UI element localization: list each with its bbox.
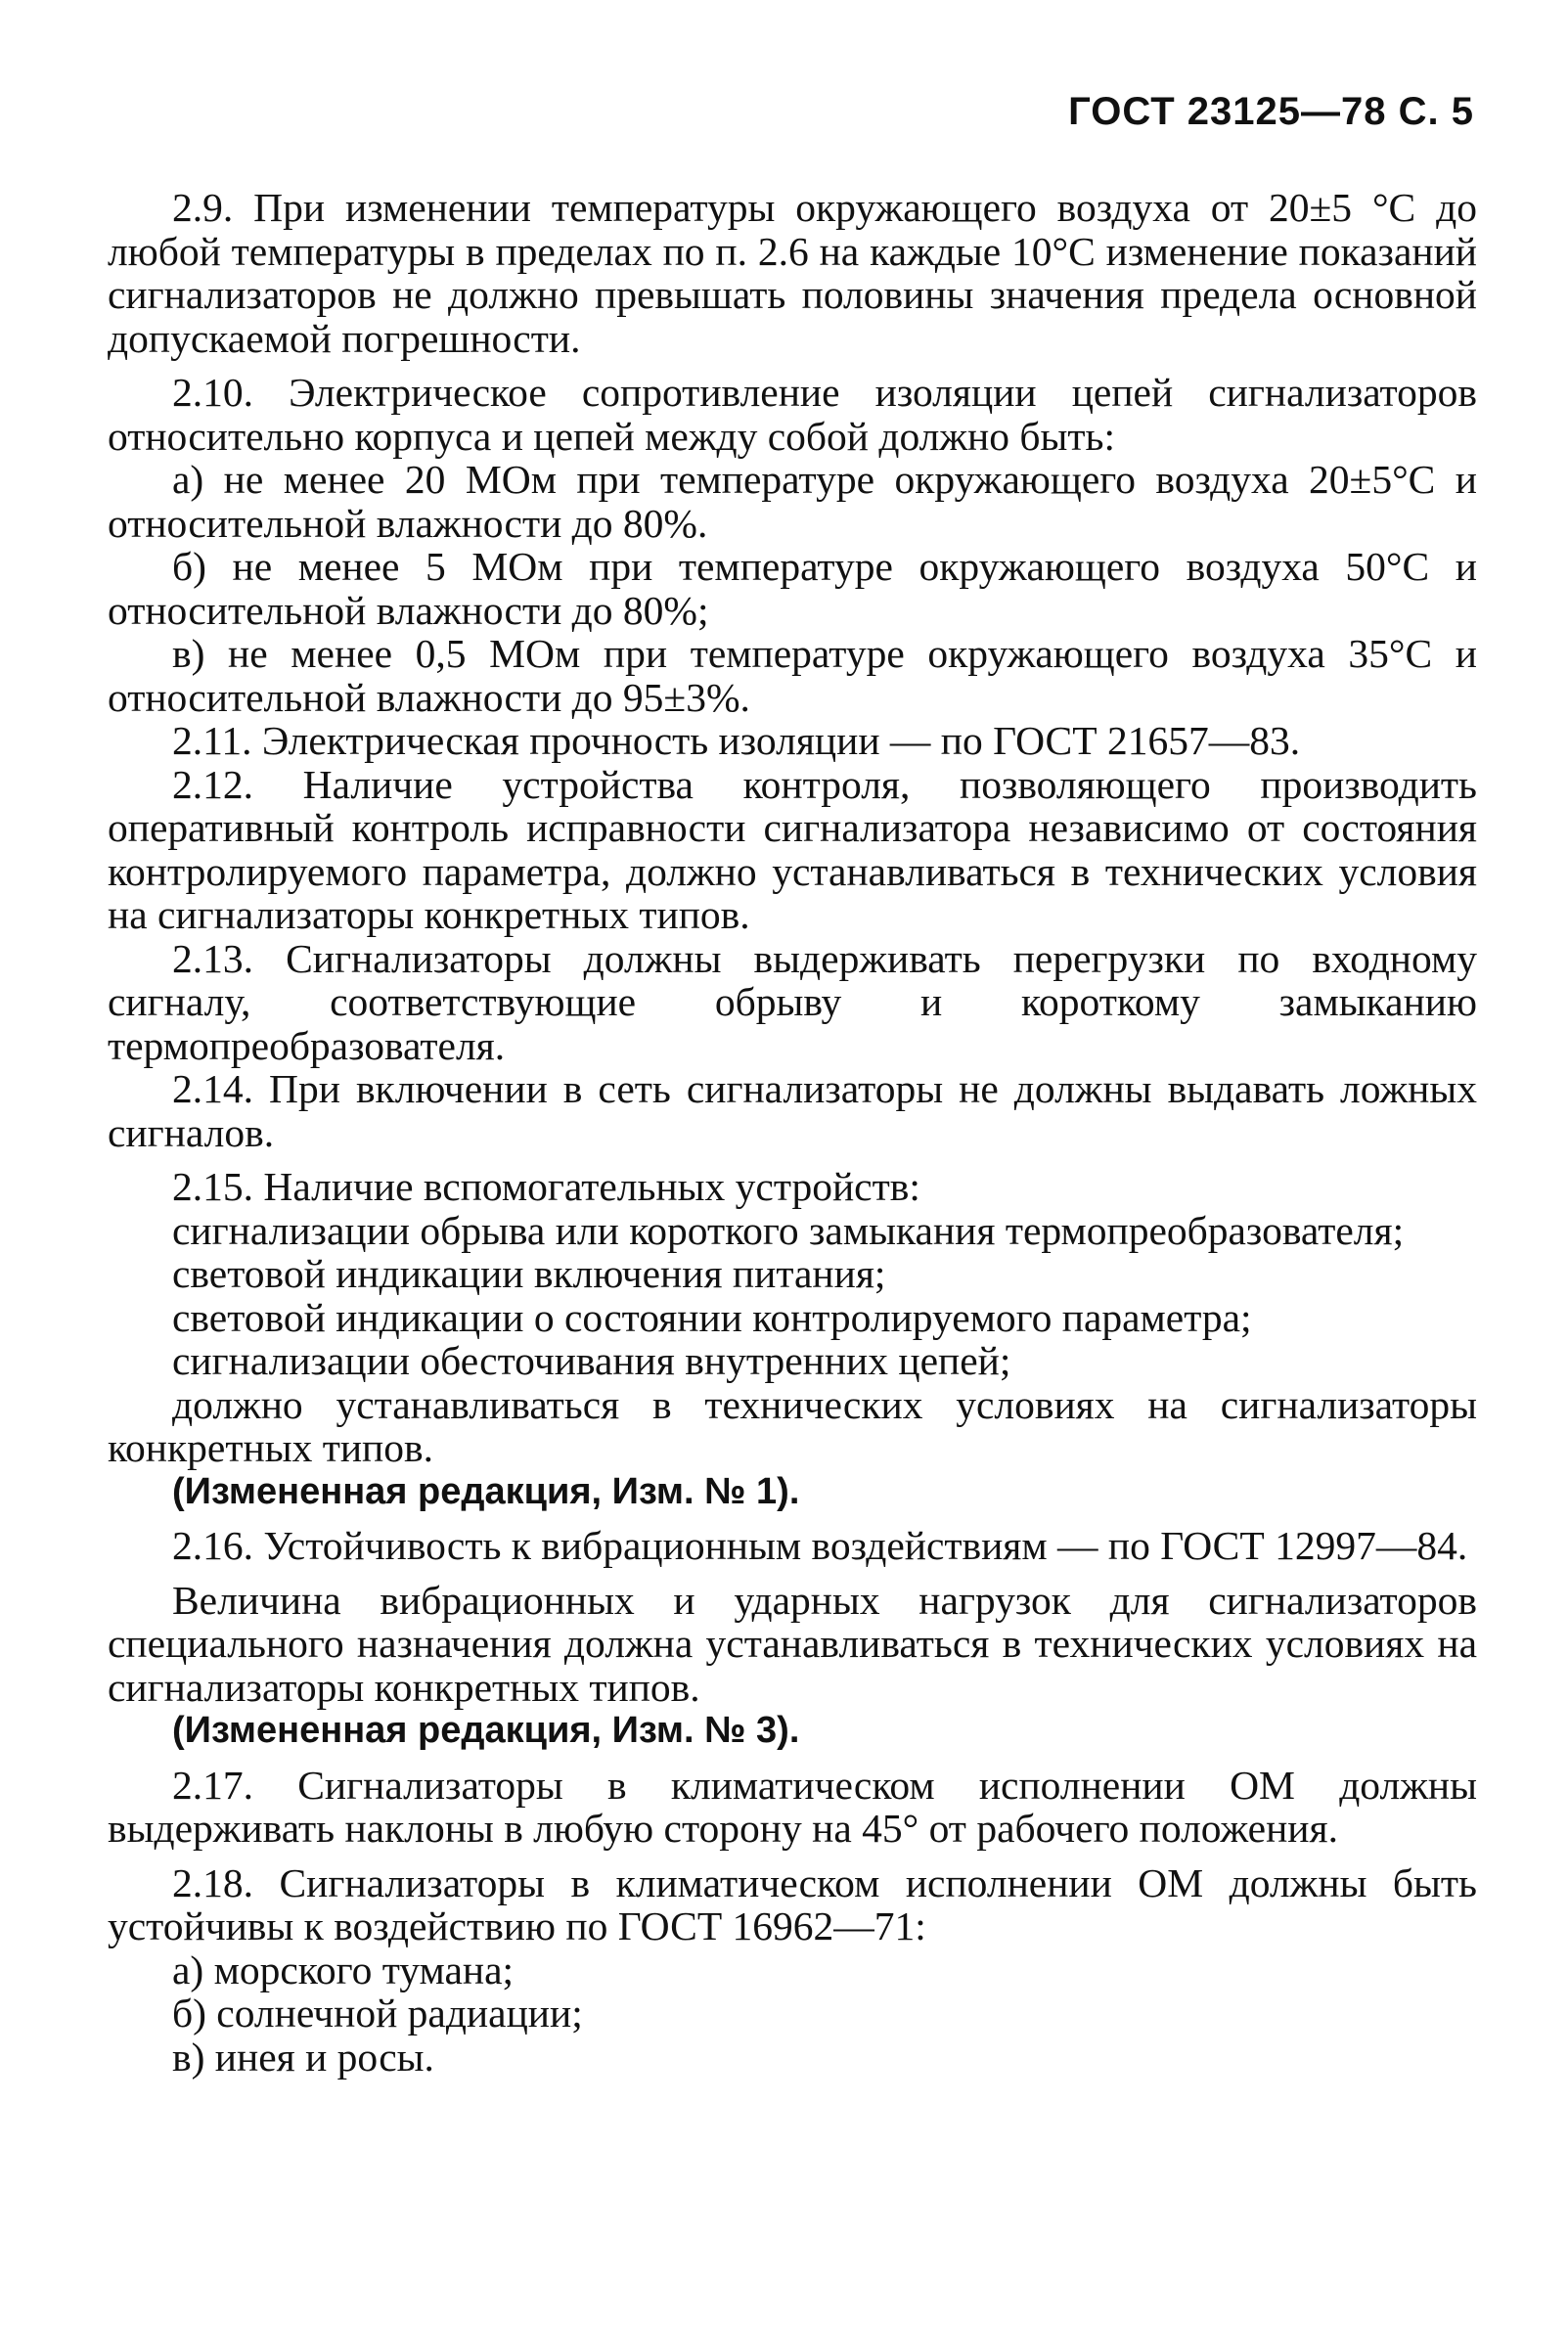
clause-2-18-b: б) солнечной радиации; — [172, 1991, 583, 2036]
clause-2-9: 2.9. При изменении температуры окружающего воздуха от 20±5 °С до любой температуры в пределах по п. 2.6 на каждые 10°С изменение показаний сигнализаторов не должно превышать половины значения предела основной допускаемой погрешности. — [108, 185, 1477, 361]
page-header: ГОСТ 23125—78 С. 5 — [1068, 90, 1474, 133]
clause-2-15-item-1: сигнализации обрыва или короткого замыкания термопреобразователя; — [172, 1207, 1405, 1253]
document-body — [108, 186, 1477, 2079]
clause-2-18-a: а) морского тумана; — [172, 1947, 515, 1992]
clause-2-10-a: а) не менее 20 МОм при температуре окружающего воздуха 20±5°С и относительной влажности до 80%. — [108, 457, 1477, 546]
clause-2-10-c: в) не менее 0,5 МОм при температуре окружающего воздуха 35°С и относительной влажности до 95±3%. — [108, 631, 1477, 720]
clause-2-10: 2.10. Электрическое сопротивление изоляции цепей сигнализаторов относительно корпуса и цепей между собой должно быть: — [108, 370, 1477, 459]
clause-2-16-note: Величина вибрационных и ударных нагрузок для сигнализаторов специального назначения должна устанавливаться в технических условиях на сигнализаторы конкретных типов. — [108, 1577, 1477, 1710]
clause-2-16: 2.16. Устойчивость к вибрационным воздействиям — по ГОСТ 12997—84. — [172, 1523, 1468, 1568]
clause-2-15-tail: должно устанавливаться в технических условиях на сигнализаторы конкретных типов. — [108, 1381, 1477, 1470]
clause-2-15-item-2: световой индикации включения питания; — [172, 1251, 886, 1296]
clause-2-15-item-3: световой индикации о состоянии контролируемого параметра; — [172, 1294, 1252, 1340]
clause-2-17: 2.17. Сигнализаторы в климатическом исполнении ОМ должны выдерживать наклоны в любую сторону на 45° от рабочего положения. — [108, 1762, 1477, 1851]
amendment-note-1: (Измененная редакция, Изм. № 1). — [172, 1470, 800, 1512]
clause-2-18-c: в) инея и росы. — [172, 2034, 434, 2080]
clause-2-11: 2.11. Электрическая прочность изоляции — по ГОСТ 21657—83. — [172, 718, 1301, 763]
clause-2-18: 2.18. Сигнализаторы в климатическом исполнении ОМ должны быть устойчивы к воздействию по ГОСТ 16962—71: — [108, 1859, 1477, 1948]
clause-2-12: 2.12. Наличие устройства контроля, позволяющего производить оперативный контроль исправности сигнализатора независимо от состояния контролируемого параметра, должно устанавливаться в технических условия на сигнализаторы конкретных типов. — [108, 761, 1477, 937]
clause-2-10-b: б) не менее 5 МОм при температуре окружающего воздуха 50°С и относительной влажности до 80%; — [108, 544, 1477, 633]
clause-2-15-item-4: сигнализации обесточивания внутренних цепей; — [172, 1338, 1011, 1383]
clause-2-15: 2.15. Наличие вспомогательных устройств: — [172, 1164, 920, 1209]
clause-2-14: 2.14. При включении в сеть сигнализаторы не должны выдавать ложных сигналов. — [108, 1066, 1477, 1155]
amendment-note-3: (Измененная редакция, Изм. № 3). — [172, 1710, 800, 1751]
clause-2-13: 2.13. Сигнализаторы должны выдерживать перегрузки по входному сигналу, соответствующие обрыву и короткому замыканию термопреобразователя. — [108, 935, 1477, 1068]
